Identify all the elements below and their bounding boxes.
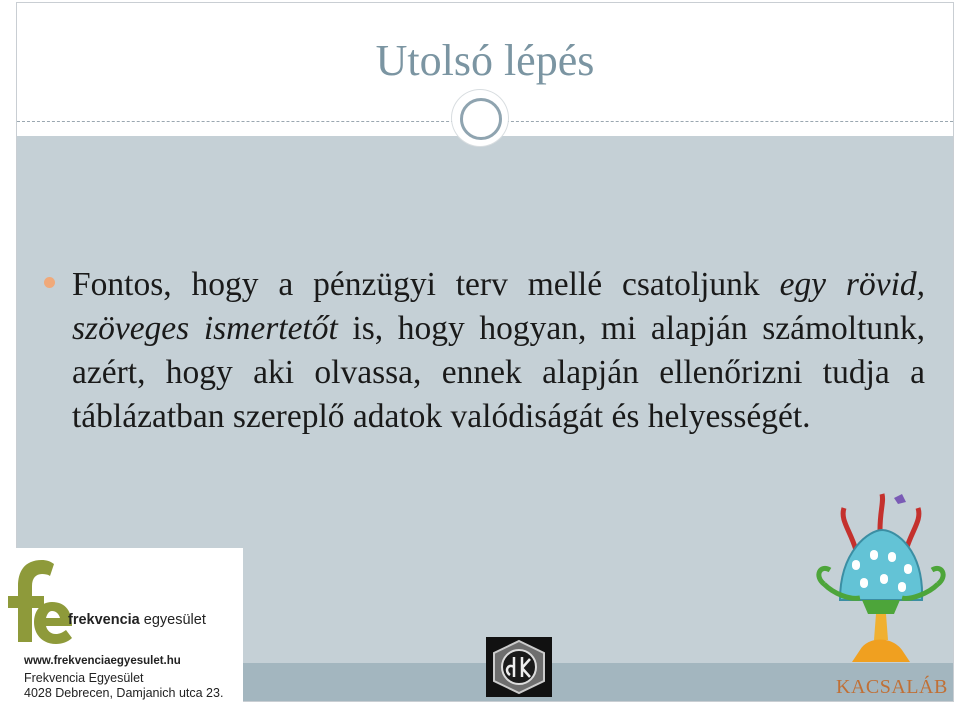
logo-name-rest: egyesület [139, 612, 206, 628]
logo-name-bold: frekvencia [68, 612, 140, 628]
circle-ornament-icon [452, 90, 508, 146]
slide-title: Utolsó lépés [375, 36, 595, 85]
logo-address: 4028 Debrecen, Damjanich utca 23. [24, 686, 224, 700]
kacsalab-label: KACSALÁB [836, 676, 948, 698]
bullet-text-part2: is, hogy hogyan, mi alapján számoltunk, azért, hogy aki olvassa, ennek alapján ellenőrizni tudja a táblázatban szereplő adatok valódiságát és helyességét. [72, 310, 926, 435]
bullet-text-part1: Fontos, hogy a pénzügyi terv mellé csatoljunk [72, 266, 780, 303]
bullet-paragraph [72, 263, 925, 439]
kacsalab-castle-icon [810, 490, 950, 670]
logo-name [68, 612, 206, 628]
ring-icon [460, 98, 502, 140]
bullet-text-italic: egy rövid, szöveges ismertetőt [72, 266, 926, 347]
dk-logo-icon [486, 637, 552, 697]
frekvencia-logo [0, 548, 243, 708]
fe-logo-icon [4, 556, 74, 646]
logo-url: www.frekvenciaegyesulet.hu [24, 655, 181, 667]
logo-org: Frekvencia Egyesület [24, 671, 144, 685]
bullet-dot-icon [44, 277, 55, 288]
